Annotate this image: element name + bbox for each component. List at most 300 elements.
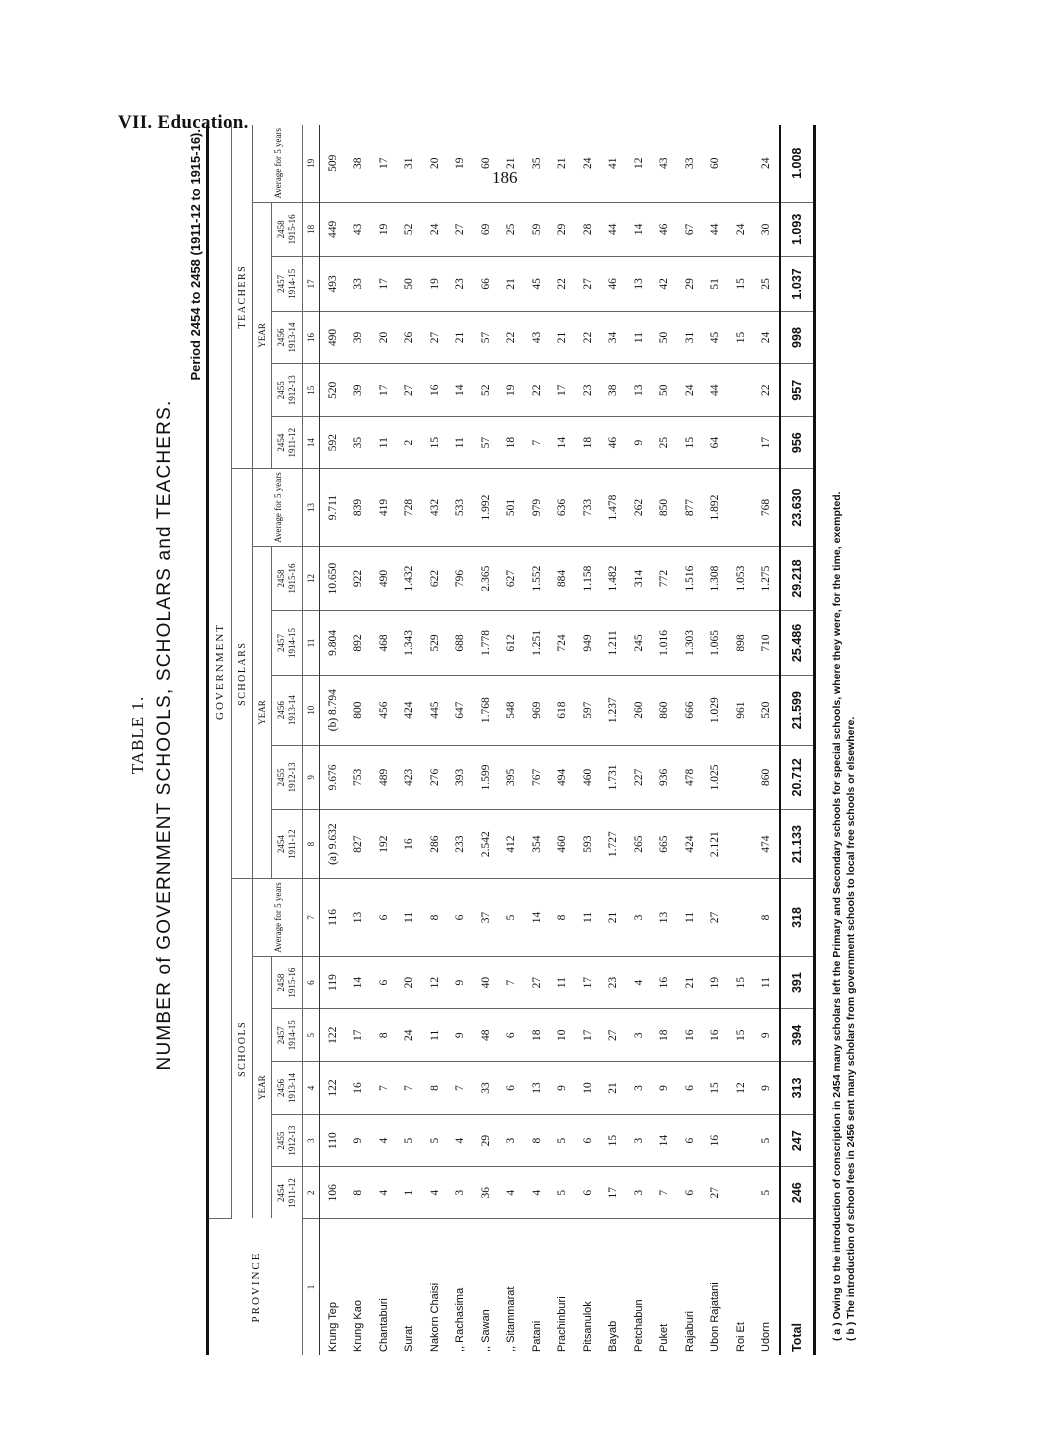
total-teachers-cell: 1.093 (780, 202, 813, 257)
scholars-avg-header: Average for 5 years (253, 469, 303, 547)
schools-cell: 15 (601, 1114, 627, 1167)
schools-cell: 33 (473, 1062, 499, 1115)
teachers-cell: 13 (626, 257, 652, 312)
schools-cell: 3 (499, 1114, 525, 1167)
teachers-cell: 19 (499, 364, 525, 417)
year-row (272, 125, 303, 1355)
schools-header: SCHOOLS (232, 879, 253, 1219)
rotated-table-block (128, 115, 900, 1355)
scholars-cell: 1.731 (601, 745, 627, 809)
scholars-cell: 961 (728, 675, 754, 745)
scholars-cell: 922 (346, 546, 372, 610)
schools-cell: 9 (550, 1062, 576, 1115)
scholars-cell: 839 (346, 469, 372, 547)
teachers-cell: 592 (320, 417, 346, 469)
scholars-cell (728, 810, 754, 879)
schools-cell: 10 (550, 1009, 576, 1062)
schools-cell: 6 (499, 1009, 525, 1062)
schools-cell: 7 (652, 1167, 678, 1219)
scholars-cell: 622 (422, 546, 448, 610)
scholars-cell: 1.053 (728, 546, 754, 610)
schools-cell: 9 (754, 1009, 781, 1062)
year-cell (272, 257, 303, 312)
schools-cell: 20 (397, 956, 423, 1009)
scholars-cell: 665 (652, 810, 678, 879)
teachers-cell: 52 (473, 364, 499, 417)
schools-cell: 13 (524, 1062, 550, 1115)
province-cell: ,, Sawan (479, 1309, 492, 1352)
schools-cell: 9 (448, 956, 474, 1009)
province-cell: Patani (530, 1320, 543, 1352)
teachers-cell: 43 (652, 125, 678, 202)
scholars-cell: 860 (652, 675, 678, 745)
teachers-cell: 21 (448, 311, 474, 364)
year-be: 2454 (276, 433, 286, 452)
scholars-cell: 286 (422, 810, 448, 879)
schools-cell: 17 (575, 1009, 601, 1062)
scholars-cell: 233 (448, 810, 474, 879)
scholars-cell: 354 (524, 810, 550, 879)
teachers-cell: 12 (626, 125, 652, 202)
schools-cell: 21 (677, 956, 703, 1009)
schools-cell: 8 (346, 1167, 372, 1219)
scholars-cell: 10.650 (320, 546, 346, 610)
schools-cell: 27 (524, 956, 550, 1009)
year-cell (272, 1062, 303, 1115)
column-number: 7 (303, 879, 320, 957)
schools-cell: 4 (371, 1114, 397, 1167)
schools-cell: 15 (728, 1009, 754, 1062)
teachers-cell: 33 (346, 257, 372, 312)
schools-cell: 16 (703, 1114, 729, 1167)
teachers-cell: 39 (346, 311, 372, 364)
schools-cell: 6 (371, 956, 397, 1009)
schools-cell: 21 (601, 879, 627, 957)
year-be: 2458 (276, 569, 286, 588)
scholars-cell: 192 (371, 810, 397, 879)
schools-cell: 5 (550, 1114, 576, 1167)
teachers-cell: 60 (703, 125, 729, 202)
table-row (524, 125, 550, 1355)
province-cell: Rajaburi (683, 1311, 696, 1352)
scholars-cell: 460 (550, 810, 576, 879)
schools-cell: 27 (703, 1167, 729, 1219)
year-cell (272, 364, 303, 417)
scholars-cell: 593 (575, 810, 601, 879)
schools-cell: 122 (320, 1009, 346, 1062)
scholars-cell: 949 (575, 611, 601, 675)
total-schools-cell: 313 (780, 1062, 813, 1115)
schools-cell: 15 (728, 956, 754, 1009)
scholars-cell: 2.121 (703, 810, 729, 879)
section-header: VII. Education. (118, 112, 249, 133)
teachers-cell: 20 (422, 125, 448, 202)
table-row (397, 125, 423, 1355)
year-cell (272, 546, 303, 610)
scholars-cell: 1.343 (397, 611, 423, 675)
schools-cell: 16 (346, 1062, 372, 1115)
scholars-cell: 314 (626, 546, 652, 610)
year-cell (272, 745, 303, 809)
scholars-cell: 16 (397, 810, 423, 879)
total-schools-cell: 318 (780, 879, 813, 957)
scholars-cell: 478 (677, 745, 703, 809)
scholars-cell: 529 (422, 611, 448, 675)
column-number: 16 (303, 311, 320, 364)
schools-cell: 8 (422, 879, 448, 957)
scholars-cell: 612 (499, 611, 525, 675)
teachers-avg-header: Average for 5 years (253, 125, 303, 202)
year-be: 2455 (276, 1131, 286, 1150)
schools-cell: 106 (320, 1167, 346, 1219)
column-number: 15 (303, 364, 320, 417)
schools-cell: 6 (575, 1167, 601, 1219)
schools-cell: 18 (652, 1009, 678, 1062)
schools-cell: 17 (346, 1009, 372, 1062)
teachers-cell: 21 (499, 257, 525, 312)
teachers-cell: 38 (346, 125, 372, 202)
teachers-cell: 509 (320, 125, 346, 202)
scholars-cell: 1.251 (524, 611, 550, 675)
scholars-cell: 1.482 (601, 546, 627, 610)
teachers-cell: 29 (550, 202, 576, 257)
schools-cell: 16 (677, 1009, 703, 1062)
year-be: 2456 (276, 1078, 286, 1097)
year-cell (272, 675, 303, 745)
scholars-cell: 884 (550, 546, 576, 610)
schools-cell: 8 (550, 879, 576, 957)
teachers-cell: 31 (677, 311, 703, 364)
table-row (728, 125, 754, 1355)
schools-cell: 3 (626, 1009, 652, 1062)
teachers-cell: 21 (550, 125, 576, 202)
column-number: 3 (303, 1114, 320, 1167)
scholars-cell: 1.303 (677, 611, 703, 675)
year-ad: 1911-12 (287, 1178, 297, 1208)
teachers-cell: 33 (677, 125, 703, 202)
year-ad: 1914-15 (287, 268, 297, 299)
teachers-cell (728, 364, 754, 417)
scholars-cell: 898 (728, 611, 754, 675)
teachers-cell: 11 (371, 417, 397, 469)
teachers-cell: 23 (575, 364, 601, 417)
scholars-cell: 1.237 (601, 675, 627, 745)
scholars-cell: 1.478 (601, 469, 627, 547)
teachers-cell: 67 (677, 202, 703, 257)
province-cell: Ubon Rajatani (709, 1282, 722, 1352)
teachers-cell: 17 (371, 125, 397, 202)
year-be: 2454 (276, 835, 286, 854)
table-row (346, 125, 372, 1355)
year-ad: 1911-12 (287, 427, 297, 458)
teachers-cell: 7 (524, 417, 550, 469)
year-be: 2457 (276, 274, 286, 293)
teachers-cell: 39 (346, 364, 372, 417)
scholars-cell: 627 (499, 546, 525, 610)
scholars-cell: 1.432 (397, 546, 423, 610)
schools-cell: 7 (448, 1062, 474, 1115)
year-be: 2456 (276, 701, 286, 720)
schools-cell: 10 (575, 1062, 601, 1115)
schools-cell: 11 (397, 879, 423, 957)
schools-cell: 4 (448, 1114, 474, 1167)
year-cell (272, 1114, 303, 1167)
year-be: 2458 (276, 220, 286, 239)
year-cell (272, 311, 303, 364)
year-be: 2456 (276, 328, 286, 347)
province-cell: ,, Sitammarat (505, 1286, 518, 1352)
scholars-cell: 877 (677, 469, 703, 547)
table-row (473, 125, 499, 1355)
schools-cell: 37 (473, 879, 499, 957)
schools-cell: 23 (601, 956, 627, 1009)
teachers-cell: 46 (601, 257, 627, 312)
column-number: 18 (303, 202, 320, 257)
teachers-cell: 449 (320, 202, 346, 257)
scholars-cell: 1.599 (473, 745, 499, 809)
total-scholars-cell: 23.630 (780, 469, 813, 547)
schools-cell: 24 (397, 1009, 423, 1062)
teachers-cell: 64 (703, 417, 729, 469)
scholars-cell: 1.552 (524, 546, 550, 610)
scholars-cell: 468 (371, 611, 397, 675)
teachers-cell: 25 (754, 257, 781, 312)
scholars-cell: 1.211 (601, 611, 627, 675)
schools-cell: 14 (346, 956, 372, 1009)
teachers-cell: 17 (754, 417, 781, 469)
schools-cell: 110 (320, 1114, 346, 1167)
scholars-cell: 772 (652, 546, 678, 610)
schools-cell: 6 (575, 1114, 601, 1167)
teachers-cell: 18 (575, 417, 601, 469)
scholars-cell: 1.275 (754, 546, 781, 610)
teachers-cell: 24 (728, 202, 754, 257)
column-number: 1 (303, 1219, 320, 1356)
teachers-cell: 19 (448, 125, 474, 202)
total-teachers-cell: 1.037 (780, 257, 813, 312)
column-number: 6 (303, 956, 320, 1009)
teachers-cell: 45 (524, 257, 550, 312)
scholars-cell: 423 (397, 745, 423, 809)
scholars-cell (728, 745, 754, 809)
teachers-cell (728, 417, 754, 469)
year-ad: 1914-15 (287, 627, 297, 658)
province-cell: Krung Kao (352, 1300, 365, 1352)
scholars-cell: 892 (346, 611, 372, 675)
scholars-cell: 424 (677, 810, 703, 879)
scholars-cell: 860 (754, 745, 781, 809)
year-ad: 1913-14 (287, 1072, 297, 1103)
year-be: 2457 (276, 1026, 286, 1045)
schools-cell (728, 1167, 754, 1219)
scholars-cell: 419 (371, 469, 397, 547)
scholars-cell: 2.542 (473, 810, 499, 879)
province-cell: Udorn (760, 1322, 773, 1352)
schools-cell: 5 (754, 1167, 781, 1219)
scholars-cell: (a) 9.632 (320, 810, 346, 879)
teachers-cell: 27 (448, 202, 474, 257)
scholars-cell: 533 (448, 469, 474, 547)
teachers-cell: 14 (626, 202, 652, 257)
schools-cell: 27 (703, 879, 729, 957)
schools-cell: 40 (473, 956, 499, 1009)
column-number: 9 (303, 745, 320, 809)
scholars-cell: 618 (550, 675, 576, 745)
teachers-cell: 46 (601, 417, 627, 469)
schools-cell: 5 (422, 1114, 448, 1167)
scholars-cell: 424 (397, 675, 423, 745)
table-period: Period 2454 to 2458 (1911-12 to 1915-16). (188, 129, 203, 381)
schools-cell: 4 (422, 1167, 448, 1219)
teachers-cell: 27 (397, 364, 423, 417)
schools-cell: 4 (524, 1167, 550, 1219)
teachers-cell: 25 (652, 417, 678, 469)
table-row (422, 125, 448, 1355)
scholars-cell: 767 (524, 745, 550, 809)
schools-cell: 15 (703, 1062, 729, 1115)
schools-cell: 3 (626, 1167, 652, 1219)
total-scholars-cell: 21.133 (780, 810, 813, 879)
column-number: 5 (303, 1009, 320, 1062)
scholars-cell: (b) 8.794 (320, 675, 346, 745)
teachers-cell: 28 (575, 202, 601, 257)
column-number-row (303, 125, 320, 1355)
year-cell (272, 1167, 303, 1219)
scholars-cell: 1.778 (473, 611, 499, 675)
schools-cell: 6 (677, 1114, 703, 1167)
scholars-cell: 979 (524, 469, 550, 547)
scholars-cell: 445 (422, 675, 448, 745)
schools-cell: 7 (499, 956, 525, 1009)
teachers-cell: 11 (626, 311, 652, 364)
year-ad: 1912-13 (287, 762, 297, 793)
scholars-year-header: YEAR (253, 546, 272, 878)
table-row (448, 125, 474, 1355)
province-cell: Surat (403, 1325, 416, 1352)
scholars-cell: 520 (754, 675, 781, 745)
table-row (626, 125, 652, 1355)
teachers-cell: 69 (473, 202, 499, 257)
year-ad: 1912-13 (287, 375, 297, 406)
scholars-cell: 2.365 (473, 546, 499, 610)
teachers-cell: 15 (728, 311, 754, 364)
schools-cell: 6 (371, 879, 397, 957)
teachers-cell: 41 (601, 125, 627, 202)
table-row (575, 125, 601, 1355)
province-cell: Prachinburi (556, 1296, 569, 1352)
total-schools-cell: 394 (780, 1009, 813, 1062)
footnote-a: ( a ) Owing to the introduction of conscription in 2454 many scholars left the Primary and Secondary schools for special schools, where they were, for the time, exempted. (831, 491, 843, 1341)
schools-cell: 6 (677, 1062, 703, 1115)
table-row (371, 125, 397, 1355)
province-cell: Roi Et (734, 1322, 747, 1352)
year-ad: 1913-14 (287, 322, 297, 353)
teachers-cell: 22 (550, 257, 576, 312)
teachers-cell: 14 (448, 364, 474, 417)
scholars-cell: 474 (754, 810, 781, 879)
scholars-cell: 936 (652, 745, 678, 809)
table-row (601, 125, 627, 1355)
teachers-cell: 35 (346, 417, 372, 469)
total-row (780, 125, 813, 1355)
teachers-cell: 20 (371, 311, 397, 364)
teachers-cell: 2 (397, 417, 423, 469)
schools-cell: 3 (448, 1167, 474, 1219)
teachers-cell: 493 (320, 257, 346, 312)
year-cell (272, 611, 303, 675)
column-number: 12 (303, 546, 320, 610)
teachers-cell: 24 (575, 125, 601, 202)
schools-cell: 14 (652, 1114, 678, 1167)
schools-cell: 8 (371, 1009, 397, 1062)
column-number: 2 (303, 1167, 320, 1219)
province-cell: Chantaburi (377, 1298, 390, 1352)
teachers-cell: 57 (473, 417, 499, 469)
teachers-cell: 11 (448, 417, 474, 469)
schools-cell: 48 (473, 1009, 499, 1062)
schools-cell: 27 (601, 1009, 627, 1062)
scholars-cell: 489 (371, 745, 397, 809)
scholars-cell: 9.804 (320, 611, 346, 675)
province-cell: Bayab (607, 1320, 620, 1352)
scholars-cell: 1.892 (703, 469, 729, 547)
schools-cell: 11 (422, 1009, 448, 1062)
scholars-cell: 647 (448, 675, 474, 745)
schools-cell: 8 (754, 879, 781, 957)
scholars-cell: 412 (499, 810, 525, 879)
schools-cell: 8 (524, 1114, 550, 1167)
schools-cell: 116 (320, 879, 346, 957)
page-number: 186 (492, 168, 518, 187)
teachers-cell: 9 (626, 417, 652, 469)
scholars-cell: 1.025 (703, 745, 729, 809)
schools-cell: 5 (499, 879, 525, 957)
teachers-cell: 15 (728, 257, 754, 312)
year-cell (272, 1009, 303, 1062)
scholars-cell: 710 (754, 611, 781, 675)
teachers-cell: 30 (754, 202, 781, 257)
teachers-cell: 45 (703, 311, 729, 364)
teachers-cell: 22 (754, 364, 781, 417)
teachers-cell: 52 (397, 202, 423, 257)
table-row (550, 125, 576, 1355)
scholars-cell: 724 (550, 611, 576, 675)
schools-cell: 14 (524, 879, 550, 957)
teachers-cell: 31 (397, 125, 423, 202)
table-row (652, 125, 678, 1355)
province-cell: Pitsanulok (581, 1301, 594, 1352)
schools-cell: 122 (320, 1062, 346, 1115)
scholars-cell: 636 (550, 469, 576, 547)
teachers-cell: 490 (320, 311, 346, 364)
column-number: 10 (303, 675, 320, 745)
total-teachers-cell: 998 (780, 311, 813, 364)
total-schools-cell: 247 (780, 1114, 813, 1167)
footnote-b: ( b ) The introduction of school fees in 2456 sent many scholars from government schools to local free schools or elsewhere. (845, 716, 857, 1341)
schools-cell: 4 (499, 1167, 525, 1219)
scholars-cell: 1.029 (703, 675, 729, 745)
year-be: 2455 (276, 768, 286, 787)
schools-cell: 6 (499, 1062, 525, 1115)
teachers-cell: 21 (550, 311, 576, 364)
schools-cell: 5 (754, 1114, 781, 1167)
total-schools-cell: 391 (780, 956, 813, 1009)
teachers-cell: 44 (703, 364, 729, 417)
year-ad: 1914-15 (287, 1020, 297, 1051)
schools-cell: 19 (703, 956, 729, 1009)
teachers-cell: 24 (754, 311, 781, 364)
scholars-cell: 262 (626, 469, 652, 547)
